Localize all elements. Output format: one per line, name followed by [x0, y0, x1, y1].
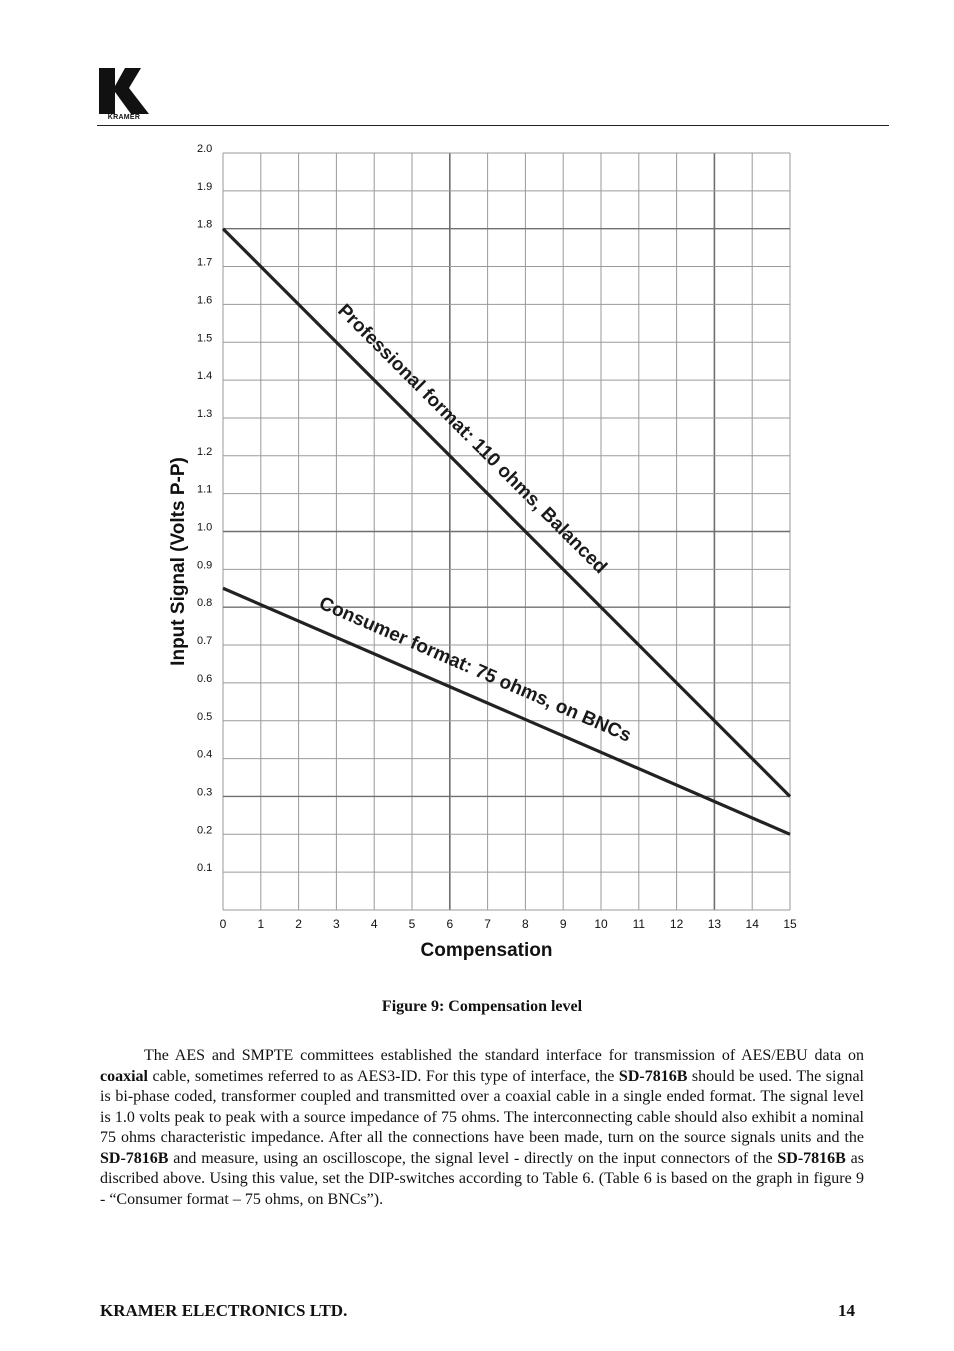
- y-tick-label: 0.3: [197, 786, 213, 799]
- y-tick-label: 1.2: [197, 445, 213, 458]
- y-tick-label: 1.6: [197, 294, 213, 307]
- x-tick-label: 12: [669, 917, 684, 931]
- x-axis-title: Compensation: [420, 940, 553, 961]
- y-axis-title: Input Signal (Volts P-P): [168, 457, 189, 666]
- x-tick-label: 9: [559, 917, 567, 931]
- y-tick-label: 1.3: [197, 407, 213, 420]
- y-tick-label: 1.1: [197, 483, 213, 496]
- body-bold-coaxial: coaxial: [100, 1067, 148, 1085]
- y-tick-label: 1.0: [197, 521, 213, 534]
- x-tick-label: 3: [333, 917, 340, 931]
- body-text-2: cable, sometimes referred to as AES3-ID. For this type of interface, the: [148, 1067, 619, 1085]
- compensation-chart: [150, 135, 820, 965]
- kramer-k-icon: [97, 66, 151, 114]
- body-bold-model-3: SD-7816B: [777, 1149, 846, 1167]
- consumer-series-label: Consumer format: 75 ohms, on BNCs: [315, 592, 635, 747]
- x-tick-label: 7: [484, 917, 491, 931]
- y-tick-label: 0.4: [197, 748, 213, 761]
- x-tick-label: 6: [446, 917, 454, 931]
- y-tick-label: 0.5: [197, 710, 213, 723]
- y-tick-label: 0.2: [197, 824, 213, 837]
- x-tick-label: 8: [522, 917, 529, 931]
- y-tick-label: 1.5: [197, 332, 213, 345]
- x-tick-label: 10: [594, 917, 608, 931]
- x-tick-label: 13: [707, 917, 722, 931]
- body-paragraph: [100, 1046, 864, 1210]
- y-tick-label: 0.9: [197, 559, 213, 572]
- footer-page-number: 14: [838, 1301, 855, 1320]
- body-text-5: as discribed above. Using this value, set the DIP-switches according to Table 6. (Table 6 is based on the graph in figure 9 - “Consumer format – 75 ohms, on BNCs”).: [100, 1149, 864, 1208]
- x-tick-label: 15: [783, 917, 797, 931]
- x-tick-label: 2: [295, 917, 302, 931]
- chart-labels: [168, 300, 634, 961]
- professional-series-label: Professional format: 110 ohms, Balanced: [333, 300, 611, 579]
- figure-caption: Figure 9: Compensation level: [381, 998, 583, 1015]
- y-tick-label: 0.7: [197, 635, 213, 648]
- y-tick-label: 0.6: [197, 672, 213, 685]
- kramer-logo: [97, 66, 151, 124]
- y-tick-label: 0.8: [197, 597, 213, 610]
- y-tick-label: 1.8: [197, 218, 213, 231]
- y-tick-label: 2.0: [197, 143, 213, 155]
- x-tick-label: 14: [745, 917, 759, 931]
- chart-svg: [150, 135, 820, 965]
- y-tick-label: 1.9: [197, 180, 213, 193]
- y-tick-label: 0.1: [197, 862, 213, 875]
- header-rule: [97, 125, 889, 126]
- x-tick-label: 11: [632, 917, 646, 931]
- body-text-4: and measure, using an oscilloscope, the signal level - directly on the input connectors of the: [168, 1149, 778, 1167]
- x-tick-label: 5: [408, 917, 416, 931]
- logo-text: KRAMER: [107, 114, 141, 121]
- x-tick-label: 1: [257, 917, 265, 931]
- body-bold-model-2: SD-7816B: [100, 1149, 169, 1167]
- chart-ticks: [197, 143, 797, 931]
- x-tick-label: 4: [370, 917, 378, 931]
- y-tick-label: 1.7: [197, 256, 213, 269]
- body-text-3: should be used. The signal is bi-phase coded, transformer coupled and transmitted over a coaxial cable in a single ended format. The signal level is 1.0 volts peak to peak with a source impedance of 75 ohms. The interconnecting cable should also exhibit a nominal 75 ohms characteristic impedance. After all the connections have been made, turn on the source signals units and the: [100, 1067, 864, 1146]
- footer-company: KRAMER ELECTRONICS LTD.: [100, 1301, 348, 1320]
- body-bold-model-1: SD-7816B: [618, 1067, 688, 1085]
- x-tick-label: 0: [219, 917, 227, 931]
- body-text-1: The AES and SMPTE committees established the standard interface for transmission of AES/EBU data on: [144, 1047, 864, 1064]
- y-tick-label: 1.4: [197, 370, 213, 383]
